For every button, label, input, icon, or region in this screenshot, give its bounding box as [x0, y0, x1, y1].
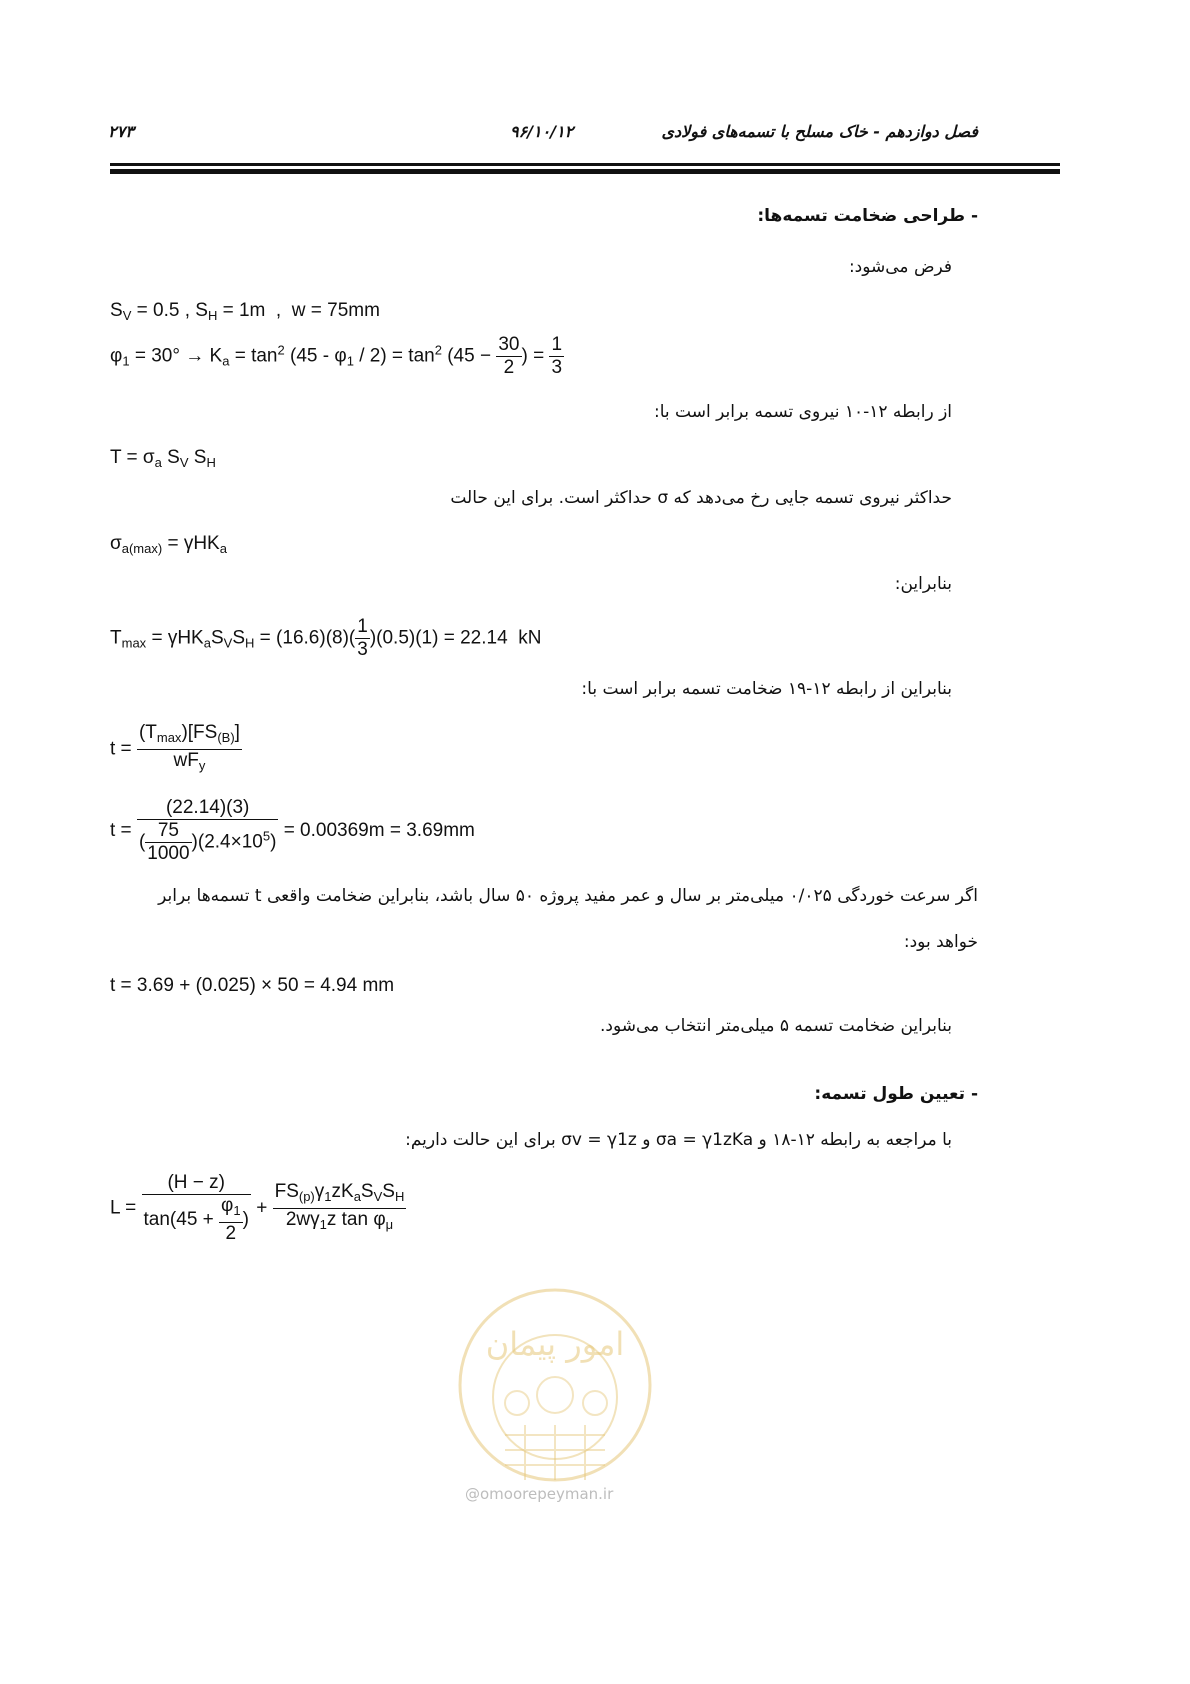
- equation-length: L = (H − z) tan(45 + $\frac{\varphi_1}{2}$ ) + $\frac{FS_{(p)}\gamma_1zK_aS_VS_H}{2w\gamma_1z \tan \varphi_\mu}$: [110, 1172, 405, 1244]
- equation-t-actual: t = 3.69 + (0.025) × 50 = 4.94 mm: [110, 975, 395, 996]
- eq9-num1: (H − z): [142, 1172, 251, 1195]
- eq5-den: 3: [357, 639, 368, 660]
- equation-ka: $\varphi_1 = 30^\circ \to K_a = \tan^2 (45 - \varphi_1 / 2) = \tan^2 (45$ − $\frac{30}{2}$ ) = $\frac{1}{3}$: [110, 334, 563, 378]
- max-force-text: حداکثر نیروی تسمه جایی رخ می‌دهد که σ حداکثر است. برای این حالت: [450, 488, 952, 508]
- header-rule-thin: [110, 163, 1060, 166]
- equation-t-value: t = (22.14)(3) ( $\frac{75}{1000}$ )$(2.4\times 10^5)$ = 0.00369m = 3.69mm: [110, 797, 475, 864]
- eq2-rhs-den: 3: [551, 357, 563, 378]
- thickness-heading: - طراحی ضخامت تسمه‌ها:: [757, 206, 978, 226]
- eq5-num: 1: [357, 616, 368, 637]
- corrosion-text-line2: خواهد بود:: [903, 932, 978, 952]
- watermark-url: @omoorepeyman.ir: [465, 1485, 614, 1503]
- therefore-text: بنابراین:: [894, 574, 952, 594]
- header-date: ۹۶/۱۰/۱۲: [510, 122, 574, 141]
- eq7-rhs: = 0.00369m = 3.69mm: [283, 820, 475, 842]
- equation-t: $T = \sigma_a$ $S_V$ $S_H$: [110, 447, 216, 470]
- corrosion-text-line1: اگر سرعت خوردگی ۰/۰۲۵ میلی‌متر بر سال و عمر مفید پروژه ۵۰ سال باشد، بنابراین ضخامت واقعی t تسمه‌ها برابر: [158, 886, 978, 906]
- eq7-num: (22.14)(3): [137, 797, 278, 820]
- eq2-den: 2: [503, 357, 515, 378]
- equation-spacing: $S_V = 0.5$ , $S_H = 1m$ , w = 75mm: [110, 300, 380, 323]
- assume-text: فرض می‌شود:: [848, 257, 952, 277]
- equation-sigma-max: $\sigma_{a(max)} = \gamma HK_a$: [110, 533, 227, 556]
- equation-tmax: $T_{max} = \gamma HK_aS_VS_H = (16.6)(8)$( $\frac{1}{3}$ )(0.5)(1) = 22.14 kN: [110, 616, 542, 660]
- equation-t-thickness: t = $\frac{(T_{max})[FS_{(B)}]}{wF_y}$: [110, 722, 240, 773]
- choose-thickness-text: بنابراین ضخامت تسمه ۵ میلی‌متر انتخاب می‌شود.: [599, 1016, 952, 1036]
- eq2-rhs-num: 1: [551, 334, 563, 355]
- length-intro-text: با مراجعه به رابطه ۱۲-۱۸ و σa = γ1zKa و σv = γ1z برای این حالت داریم:: [405, 1130, 952, 1150]
- header-rule-thick: [110, 169, 1060, 174]
- svg-text:امور پیمان: امور پیمان: [485, 1325, 625, 1363]
- page-number: ۲۷۳: [108, 122, 134, 141]
- from-eq-10-text: از رابطه ۱۲-۱۰ نیروی تسمه برابر است با:: [653, 402, 952, 422]
- eq2-num: 30: [498, 334, 520, 355]
- length-heading: - تعیین طول تسمه:: [814, 1084, 978, 1104]
- watermark-logo: [455, 1285, 655, 1485]
- chapter-title: فصل دوازدهم - خاک مسلح با تسمه‌های فولادی: [661, 122, 978, 141]
- from-eq-19-text: بنابراین از رابطه ۱۲-۱۹ ضخامت تسمه برابر است با:: [581, 679, 952, 699]
